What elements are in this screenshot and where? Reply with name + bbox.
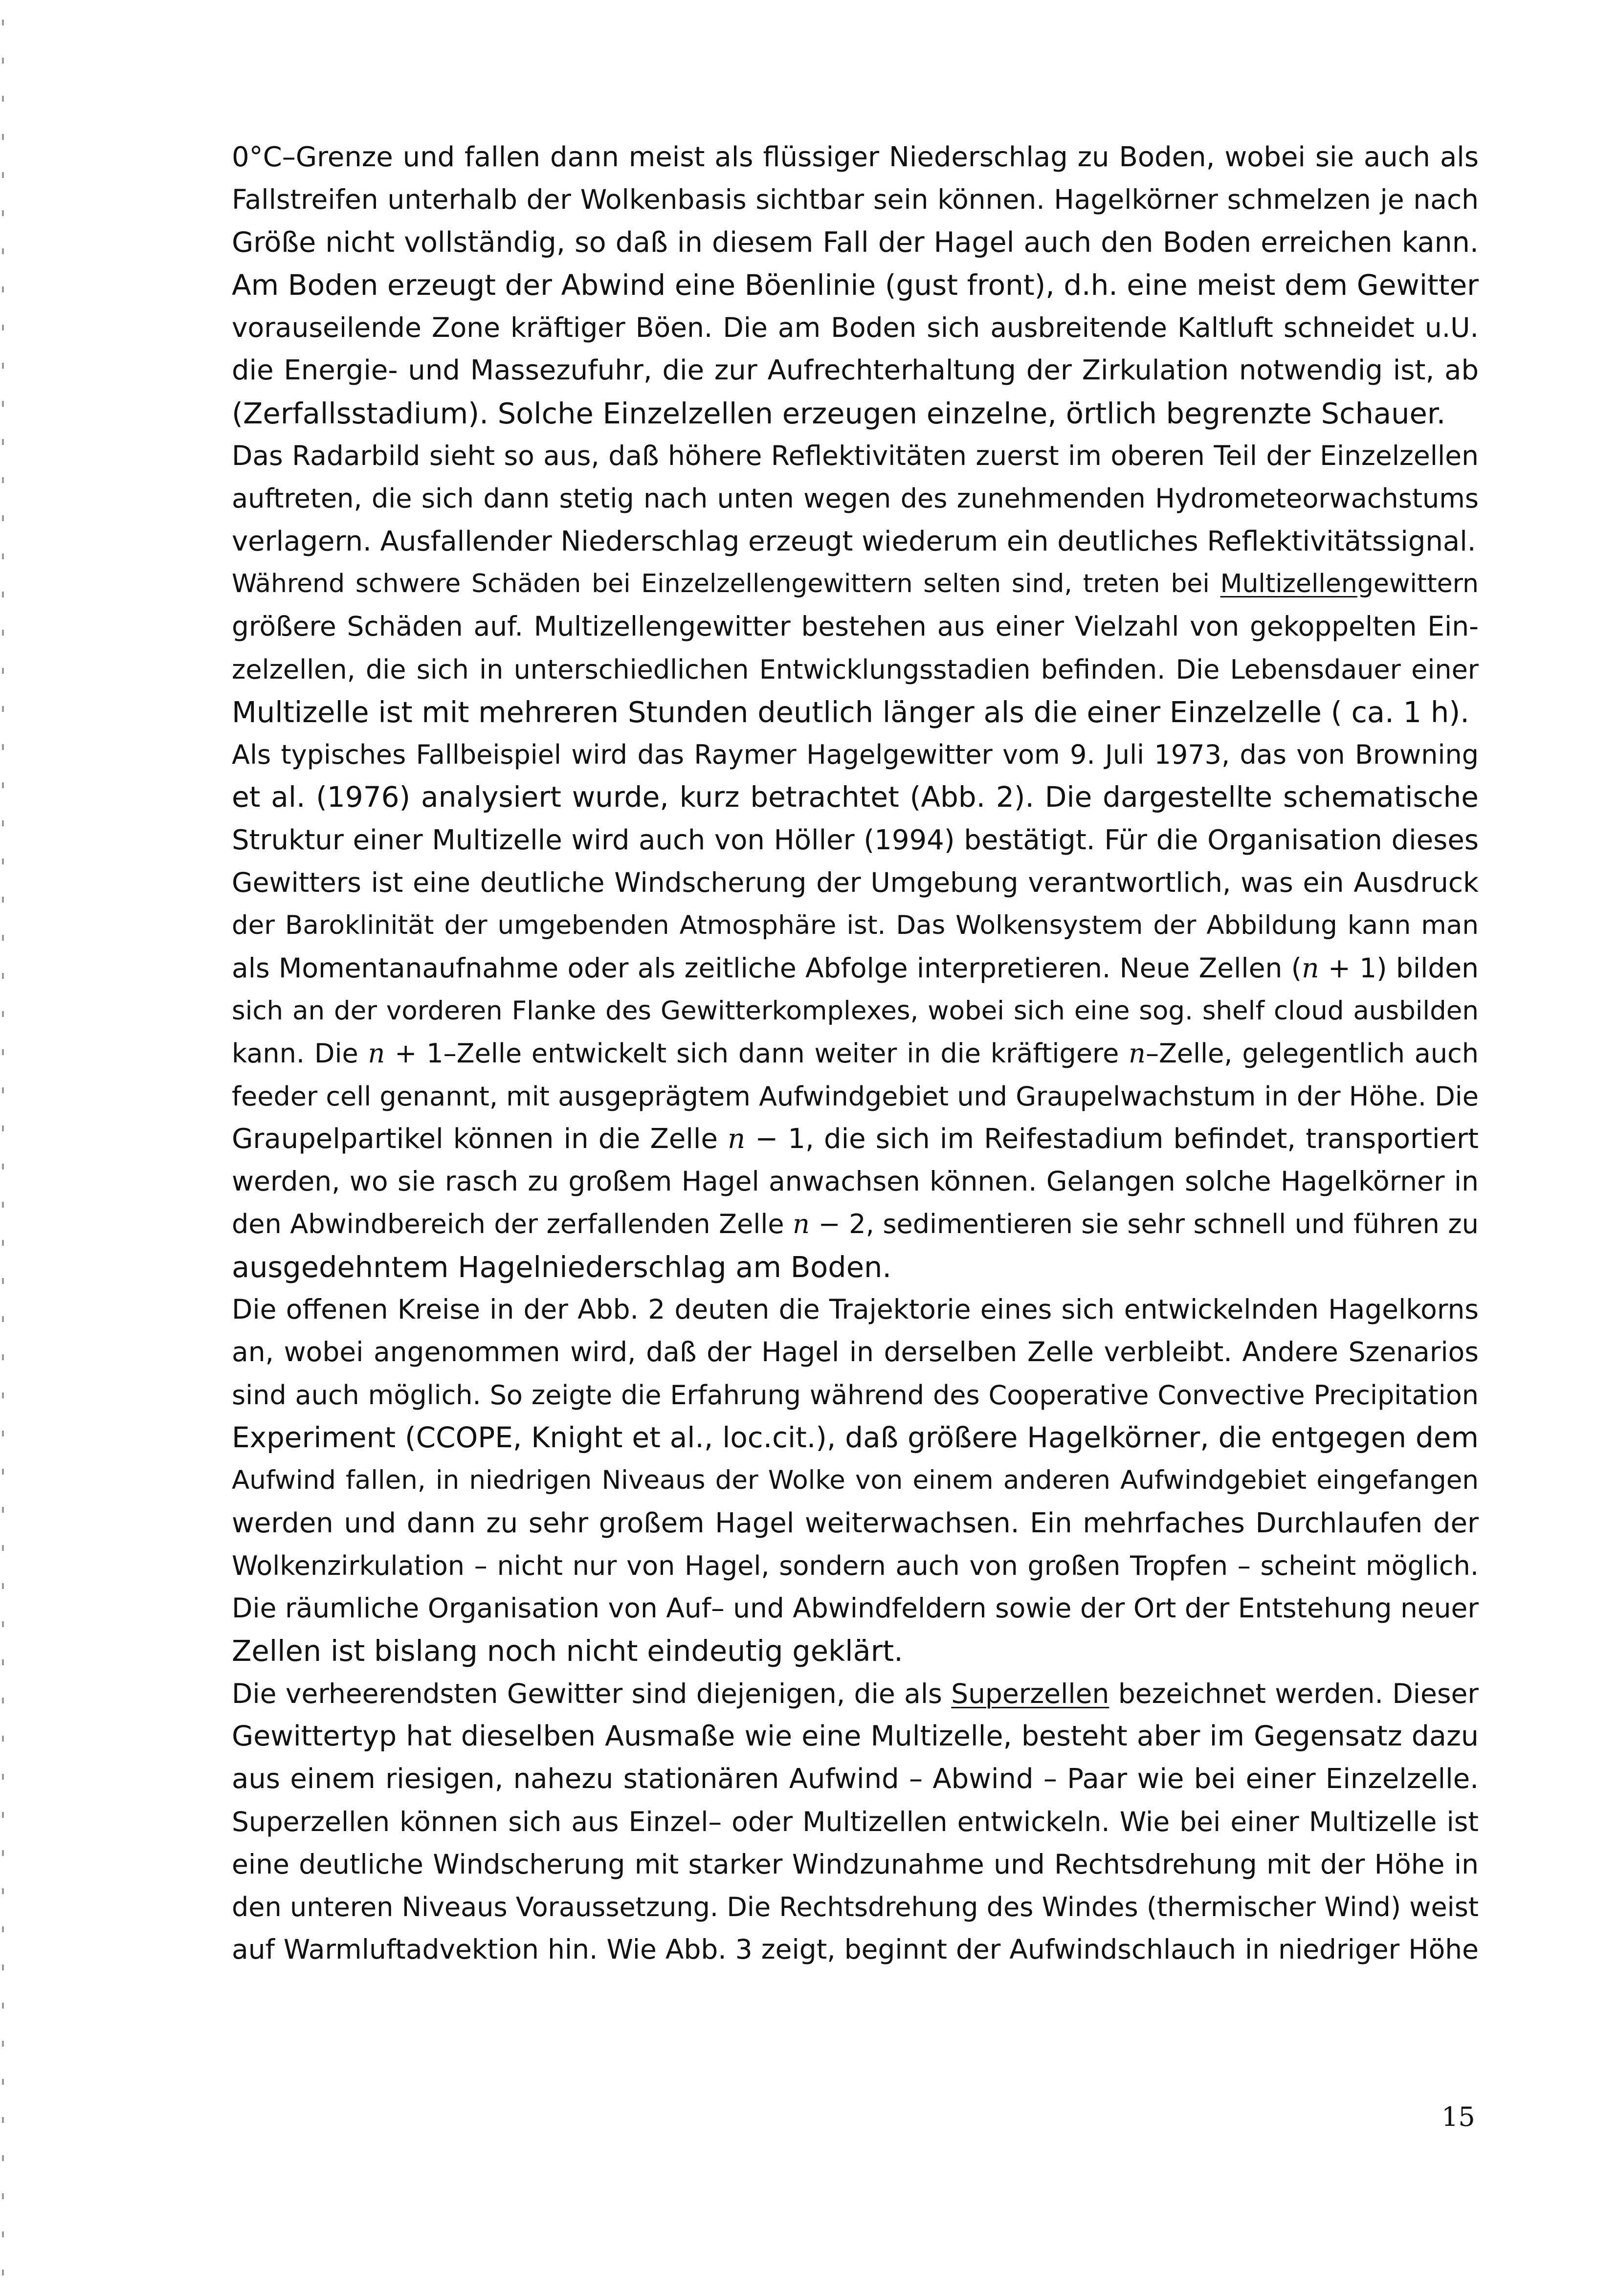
text-line [232, 1288, 1479, 1331]
text-line [232, 520, 1479, 563]
text-segment: werden, wo sie rasch zu großem Hagel anwachsen können. Gelangen solche Hagelkörner in [232, 1166, 1479, 1197]
text-segment: vorauseilende Zone kräftiger Böen. Die am Boden sich ausbreitende Kaltluft schneidet u.U. [232, 312, 1479, 344]
text-line [232, 392, 1479, 435]
text-segment: gewittern [1357, 569, 1479, 598]
text-segment: − 2, sedimentieren sie sehr schnell und führen zu [809, 1209, 1479, 1240]
text-line [232, 1459, 1479, 1501]
scan-edge-mark [2, 1354, 4, 1360]
scan-edge-mark [2, 363, 4, 369]
scan-edge-mark [2, 1431, 4, 1436]
scan-edge-mark [2, 1736, 4, 1742]
text-line [232, 1715, 1479, 1758]
text-line [232, 1758, 1479, 1800]
text-segment: 0°C–Grenze und fallen dann meist als flüssiger Niederschlag zu Boden, wobei sie auch als [232, 141, 1479, 173]
scan-edge-mark [2, 1545, 4, 1551]
scan-edge-mark [2, 1812, 4, 1818]
scan-edge-mark [2, 706, 4, 712]
scan-edge-mark [2, 1202, 4, 1208]
text-line [232, 1203, 1479, 1245]
text-segment: auf Warmluftadvektion hin. Wie Abb. 3 zeigt, beginnt der Aufwindschlauch in niedriger Höhe [232, 1934, 1479, 1965]
text-line [232, 1673, 1479, 1715]
text-segment: sind auch möglich. So zeigte die Erfahrung während des Cooperative Convective Precipitation [232, 1379, 1479, 1411]
text-line [232, 264, 1479, 307]
text-line [232, 776, 1479, 818]
math-variable: n [1129, 1038, 1146, 1069]
text-segment: eine deutliche Windscherung mit starker Windzunahme und Rechtsdrehung mit der Höhe in [232, 1848, 1479, 1880]
text-segment: − 1, die sich im Reifestadium befindet, transportiert [745, 1123, 1479, 1155]
text-segment: et al. (1976) analysiert wurde, kurz betrachtet (Abb. 2). Die dargestellte schematische [232, 780, 1479, 814]
text-line [232, 1630, 1479, 1672]
text-line [232, 1118, 1479, 1160]
scan-edge-mark [2, 1621, 4, 1627]
page-number: 15 [1441, 2101, 1475, 2132]
text-line [232, 435, 1479, 477]
text-line [232, 1075, 1479, 1118]
text-segment: Als typisches Fallbeispiel wird das Raymer Hagelgewitter vom 9. Juli 1973, das von Browning [232, 739, 1479, 771]
text-line [232, 648, 1479, 691]
scan-edge-mark [2, 1316, 4, 1322]
scan-edge-mark [2, 1049, 4, 1055]
scan-edge-mark [2, 96, 4, 102]
scan-edge-mark [2, 1240, 4, 1246]
text-line [232, 691, 1479, 733]
text-segment: werden und dann zu sehr großem Hagel weiterwachsen. Ein mehrfaches Durchlaufen der [232, 1507, 1479, 1539]
scan-edge-mark [2, 973, 4, 979]
text-segment: Experiment (CCOPE, Knight et al., loc.cit.), daß größere Hagelkörner, die entgegen dem [232, 1420, 1479, 1454]
text-line [232, 947, 1479, 990]
text-line [232, 1374, 1479, 1416]
text-line [232, 1928, 1479, 1971]
math-variable: n [368, 1038, 385, 1069]
scan-edge-mark [2, 515, 4, 521]
scan-edge-mark [2, 2041, 4, 2047]
text-line [232, 1416, 1479, 1459]
text-segment: Die räumliche Organisation von Auf– und Abwindfeldern sowie der Ort der Entstehung neuer [232, 1592, 1479, 1624]
scan-edge-mark [2, 1469, 4, 1475]
text-segment: Fallstreifen unterhalb der Wolkenbasis sichtbar sein können. Hagelkörner schmelzen je nach [232, 184, 1479, 216]
text-line [232, 1886, 1479, 1928]
scan-edge-mark [2, 1011, 4, 1017]
text-line [232, 861, 1479, 904]
scan-edge-mark [2, 1926, 4, 1932]
text-segment: Superzellen können sich aus Einzel– oder Multizellen entwickeln. Wie bei einer Multizelle ist [232, 1806, 1479, 1837]
scan-edge-mark [2, 2231, 4, 2237]
scan-edge-mark [2, 1164, 4, 1170]
scan-edge-mark [2, 1659, 4, 1665]
scan-edge-mark [2, 2079, 4, 2085]
scan-edge-mark [2, 1698, 4, 1703]
body-text [232, 136, 1479, 1971]
text-segment: die Energie- und Massezufuhr, die zur Aufrechterhaltung der Zirkulation notwendig ist, ab [232, 354, 1479, 387]
text-line [232, 563, 1479, 605]
text-segment: größere Schäden auf. Multizellengewitter bestehen aus einer Vielzahl von gekoppelten Ein- [232, 611, 1479, 642]
math-variable: n [1302, 952, 1319, 984]
scan-edge-mark [2, 1850, 4, 1856]
text-segment: Das Radarbild sieht so aus, daß höhere Reflektivitäten zuerst im oberen Teil der Einzelzellen [232, 440, 1479, 472]
scan-edge-mark [2, 1888, 4, 1894]
scan-edge-mark [2, 859, 4, 864]
scan-edge-mark [2, 1126, 4, 1131]
scan-edge-mark [2, 2270, 4, 2275]
math-variable: n [728, 1123, 746, 1155]
text-line [232, 477, 1479, 520]
text-segment: Die offenen Kreise in der Abb. 2 deuten die Trajektorie eines sich entwickelnden Hagelkorns [232, 1294, 1479, 1325]
text-segment: den Abwindbereich der zerfallenden Zelle [232, 1209, 793, 1240]
text-line [232, 1587, 1479, 1630]
scan-edge-mark [2, 172, 4, 178]
text-segment: aus einem riesigen, nahezu stationären Aufwind – Abwind – Paar wie bei einer Einzelzelle. [232, 1763, 1479, 1795]
text-segment: Aufwind fallen, in niedrigen Niveaus der Wolke von einem anderen Aufwindgebiet eingefangen [232, 1465, 1479, 1496]
text-segment: –Zelle, gelegentlich auch [1145, 1038, 1479, 1069]
text-segment: Gewittertyp hat dieselben Ausmaße wie eine Multizelle, besteht aber im Gegensatz dazu [232, 1720, 1479, 1752]
text-line [232, 136, 1479, 178]
scan-edge-mark [2, 1583, 4, 1589]
scan-edge-mark [2, 134, 4, 140]
text-segment: + 1) bilden [1319, 952, 1479, 984]
text-line [232, 221, 1479, 264]
text-segment: zelzellen, die sich in unterschiedlichen Entwicklungsstadien befinden. Die Lebensdauer einer [232, 654, 1479, 685]
scan-edge-mark [2, 782, 4, 788]
text-line [232, 990, 1479, 1032]
scan-edge-mark [2, 592, 4, 597]
text-line [232, 1331, 1479, 1373]
text-line [232, 1545, 1479, 1587]
text-line [232, 307, 1479, 349]
scan-edge-mark [2, 1087, 4, 1093]
scan-edge-mark [2, 477, 4, 483]
scan-edge-mark [2, 20, 4, 25]
scan-edge-mark [2, 1774, 4, 1780]
text-segment: (Zerfallsstadium). Solche Einzelzellen erzeugen einzelne, örtlich begrenzte Schauer. [232, 396, 1446, 430]
text-segment: den unteren Niveaus Voraussetzung. Die Rechtsdrehung des Windes (thermischer Wind) weist [232, 1892, 1479, 1923]
scan-edge-mark [2, 2193, 4, 2199]
text-segment: auftreten, die sich dann stetig nach unten wegen des zunehmenden Hydrometeorwachstums [232, 483, 1479, 514]
scan-edge-mark [2, 897, 4, 903]
scan-edge-mark [2, 2155, 4, 2161]
text-segment: Struktur einer Multizelle wird auch von Höller (1994) bestätigt. Für die Organisation dieses [232, 824, 1479, 856]
scan-edge-mark [2, 325, 4, 331]
math-variable: n [793, 1209, 810, 1240]
text-line [232, 605, 1479, 648]
scan-edge-mark [2, 210, 4, 216]
scan-edge-mark [2, 287, 4, 292]
scan-edge-mark [2, 1965, 4, 1970]
text-line [232, 1502, 1479, 1545]
text-segment: Am Boden erzeugt der Abwind eine Böenlinie (gust front), d.h. eine meist dem Gewitter [232, 268, 1479, 302]
scan-edge-mark [2, 1507, 4, 1513]
text-segment: der Baroklinität der umgebenden Atmosphäre ist. Das Wolkensystem der Abbildung kann man [232, 910, 1479, 941]
scan-edge-mark [2, 553, 4, 559]
text-segment: verlagern. Ausfallender Niederschlag erzeugt wiederum ein deutliches Reflektivitätssignal. [232, 525, 1476, 557]
text-line [232, 1801, 1479, 1843]
scan-edge-mark [2, 668, 4, 674]
scan-edge-mark [2, 401, 4, 407]
text-segment: feeder cell genannt, mit ausgeprägtem Aufwindgebiet und Graupelwachstum in der Höhe. Die [232, 1081, 1479, 1112]
scan-edge-mark [2, 439, 4, 445]
text-line [232, 1160, 1479, 1203]
underlined-term: Superzellen [951, 1678, 1109, 1709]
text-segment: als Momentanaufnahme oder als zeitliche Abfolge interpretieren. Neue Zellen ( [232, 952, 1302, 984]
text-line [232, 819, 1479, 861]
text-line [232, 1246, 1479, 1288]
scan-edge-mark [2, 1392, 4, 1398]
scan-edge-mark [2, 744, 4, 750]
scan-edge-mark [2, 1278, 4, 1284]
text-line [232, 349, 1479, 392]
text-segment: Graupelpartikel können in die Zelle [232, 1123, 728, 1155]
text-segment: bezeichnet werden. Dieser [1109, 1678, 1479, 1709]
scan-edge-mark [2, 58, 4, 64]
scan-edge-mark [2, 820, 4, 826]
text-segment: kann. Die [232, 1038, 368, 1069]
text-segment: Wolkenzirkulation – nicht nur von Hagel, sondern auch von großen Tropfen – scheint möglich. [232, 1550, 1479, 1581]
text-segment: sich an der vorderen Flanke des Gewitterkomplexes, wobei sich eine sog. shelf cloud ausbilden [232, 995, 1479, 1026]
text-segment: Die verheerendsten Gewitter sind diejenigen, die als [232, 1678, 952, 1709]
text-segment: ausgedehntem Hagelniederschlag am Boden. [232, 1250, 892, 1284]
text-line [232, 733, 1479, 776]
scan-edge-mark [2, 935, 4, 941]
text-line [232, 178, 1479, 221]
text-segment: + 1–Zelle entwickelt sich dann weiter in die kräftigere [385, 1038, 1129, 1069]
text-segment: Multizelle ist mit mehreren Stunden deutlich länger als die einer Einzelzelle ( ca. 1 h). [232, 695, 1470, 729]
text-segment: an, wobei angenommen wird, daß der Hagel in derselben Zelle verbleibt. Andere Szenarios [232, 1336, 1479, 1368]
text-segment: Gewitters ist eine deutliche Windscherung der Umgebung verantwortlich, was ein Ausdruck [232, 867, 1479, 899]
underlined-term: Multizellen [1220, 569, 1357, 598]
scan-edge-mark [2, 630, 4, 636]
scan-edge-mark [2, 2003, 4, 2009]
text-segment: Zellen ist bislang noch nicht eindeutig geklärt. [232, 1634, 903, 1668]
scan-edge-mark [2, 248, 4, 254]
text-segment: Während schwere Schäden bei Einzelzellengewittern selten sind, treten bei [232, 569, 1220, 598]
text-segment: Größe nicht vollständig, so daß in diesem Fall der Hagel auch den Boden erreichen kann. [232, 226, 1479, 259]
scan-edge-mark [2, 2117, 4, 2123]
text-line [232, 904, 1479, 947]
text-line [232, 1843, 1479, 1886]
text-line [232, 1032, 1479, 1075]
